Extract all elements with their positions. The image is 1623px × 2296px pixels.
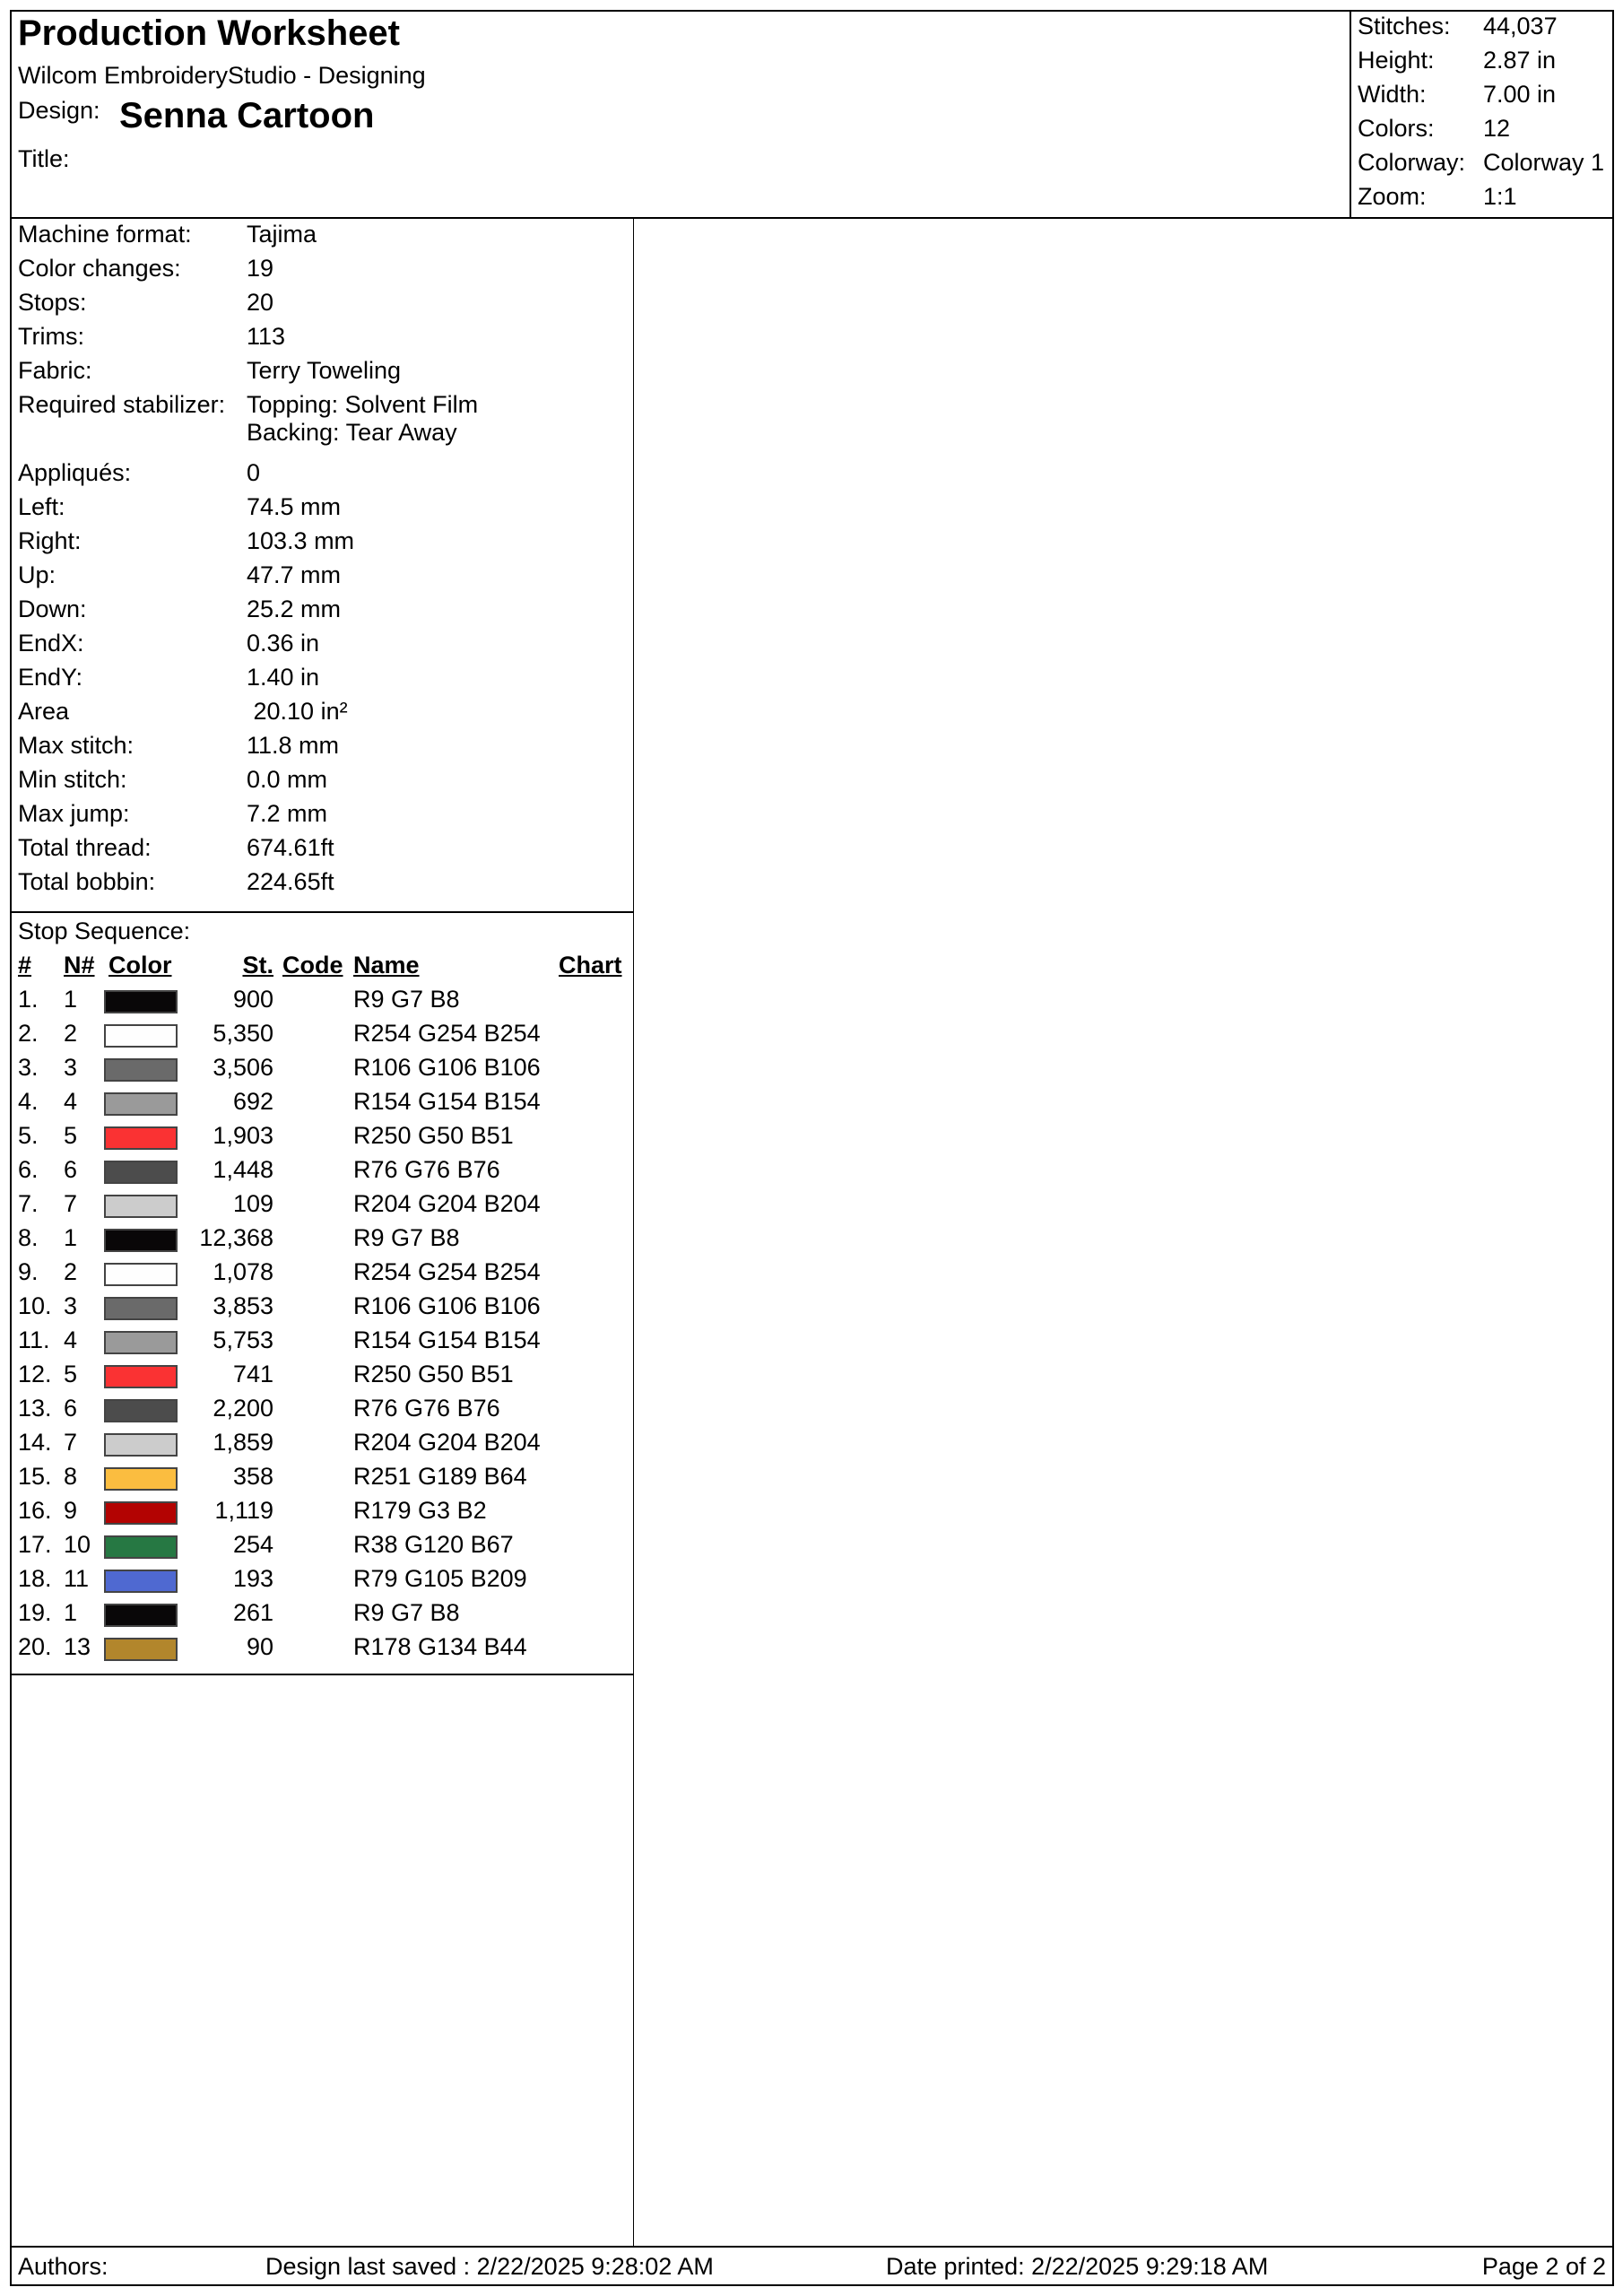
stop-needle: 1: [64, 986, 78, 1013]
stop-row: [12, 986, 633, 1020]
stat-label: Total thread:: [18, 834, 152, 861]
stop-row: [12, 1429, 633, 1463]
col-header-color: Color: [108, 952, 172, 978]
stat-label: Total bobbin:: [18, 868, 156, 895]
stop-stitches: 2,200: [213, 1395, 273, 1422]
stop-color-name: R154 G154 B154: [353, 1088, 541, 1115]
stop-index: 14.: [18, 1429, 52, 1456]
stop-index: 8.: [18, 1224, 39, 1251]
summary-label: Zoom:: [1358, 183, 1427, 210]
stat-value: Terry Toweling: [247, 357, 402, 384]
stop-index: 11.: [18, 1326, 50, 1353]
color-swatch: [104, 1501, 178, 1525]
summary-row-height: [1351, 47, 1614, 81]
footer-last-saved: Design last saved : 2/22/2025 9:28:02 AM: [265, 2253, 714, 2280]
stat-value: 0.0 mm: [247, 766, 328, 793]
stop-color-name: R76 G76 B76: [353, 1156, 500, 1183]
stop-needle: 4: [64, 1088, 78, 1115]
stop-stitches: 5,753: [213, 1326, 273, 1353]
color-swatch: [104, 1058, 178, 1082]
stop-index: 1.: [18, 986, 39, 1013]
stop-row: [12, 1292, 633, 1326]
stop-needle: 5: [64, 1361, 78, 1387]
stop-sequence: [12, 913, 633, 1675]
stop-color-name: R178 G134 B44: [353, 1633, 527, 1660]
color-swatch: [104, 1161, 178, 1184]
summary-row-stitches: [1351, 13, 1614, 47]
stop-row: [12, 1361, 633, 1395]
stat-label: Min stitch:: [18, 766, 127, 793]
stop-needle: 5: [64, 1122, 78, 1149]
stop-row: [12, 1565, 633, 1599]
color-swatch: [104, 1195, 178, 1218]
stop-index: 12.: [18, 1361, 52, 1387]
color-swatch: [104, 1229, 178, 1252]
stop-needle: 6: [64, 1156, 78, 1183]
stat-label: Appliqués:: [18, 459, 132, 486]
header-info: [18, 12, 1345, 217]
color-swatch: [104, 1092, 178, 1116]
stop-stitches: 3,853: [213, 1292, 273, 1319]
stat-value: 1.40 in: [247, 664, 320, 691]
stop-index: 15.: [18, 1463, 52, 1490]
stop-row: [12, 1599, 633, 1633]
stop-row: [12, 1190, 633, 1224]
summary-label: Stitches:: [1358, 13, 1451, 39]
stat-value: 0: [247, 459, 261, 486]
stop-row: [12, 1531, 633, 1565]
stop-stitches: 3,506: [213, 1054, 273, 1081]
details-column: [12, 217, 634, 2246]
color-swatch: [104, 1024, 178, 1048]
stat-label: Required stabilizer:: [18, 391, 226, 418]
stat-label: Color changes:: [18, 255, 181, 282]
stat-value: 674.61ft: [247, 834, 334, 861]
stat-label: Down:: [18, 596, 87, 622]
stat-value: Topping: Solvent Film: [247, 391, 479, 418]
summary-value: Colorway 1: [1483, 149, 1605, 176]
footer-page-number: Page 2 of 2: [1481, 2253, 1606, 2280]
stop-color-name: R204 G204 B204: [353, 1429, 541, 1456]
stat-label: Fabric:: [18, 357, 92, 384]
stop-stitches: 692: [232, 1088, 273, 1115]
stop-needle: 7: [64, 1190, 78, 1217]
stat-label: Trims:: [18, 323, 84, 350]
color-swatch: [104, 1604, 178, 1627]
stat-label: Left:: [18, 493, 65, 520]
stat-label: Up:: [18, 561, 56, 588]
stop-color-name: R9 G7 B8: [353, 1224, 460, 1251]
stop-needle: 3: [64, 1292, 78, 1319]
stop-needle: 3: [64, 1054, 78, 1081]
stop-row: [12, 1633, 633, 1667]
stop-needle: 11: [64, 1565, 90, 1592]
stop-stitches: 5,350: [213, 1020, 273, 1047]
stop-color-name: R38 G120 B67: [353, 1531, 514, 1558]
footer: [12, 2246, 1612, 2286]
stat-value: 11.8 mm: [247, 732, 340, 759]
stop-row: [12, 1463, 633, 1497]
stop-needle: 1: [64, 1224, 78, 1251]
color-swatch: [104, 1467, 178, 1491]
stop-index: 2.: [18, 1020, 39, 1047]
color-swatch: [104, 1570, 178, 1593]
stop-row: [12, 1326, 633, 1361]
stat-value: Tajima: [247, 221, 317, 248]
summary-row-width: [1351, 81, 1614, 115]
stop-needle: 7: [64, 1429, 78, 1456]
summary-row-colorway: [1351, 149, 1614, 183]
stop-index: 19.: [18, 1599, 52, 1626]
stat-label: Max jump:: [18, 800, 130, 827]
stop-stitches: 1,903: [213, 1122, 273, 1149]
stop-stitches: 90: [246, 1633, 273, 1660]
stop-index: 17.: [18, 1531, 52, 1558]
stop-index: 9.: [18, 1258, 39, 1285]
stat-label: Stops:: [18, 289, 87, 316]
stop-stitches: 193: [232, 1565, 273, 1592]
col-header-index: #: [18, 952, 32, 978]
stop-row: [12, 1156, 633, 1190]
summary-value: 1:1: [1483, 183, 1517, 210]
stop-color-name: R250 G50 B51: [353, 1361, 514, 1387]
summary-value: 2.87 in: [1483, 47, 1557, 74]
stop-index: 7.: [18, 1190, 39, 1217]
stop-color-name: R254 G254 B254: [353, 1258, 541, 1285]
stat-value-secondary: Backing: Tear Away: [247, 419, 457, 446]
stat-value: 103.3 mm: [247, 527, 355, 554]
stop-row: [12, 1122, 633, 1156]
worksheet-page: [10, 10, 1614, 2286]
stop-index: 16.: [18, 1497, 52, 1524]
stop-index: 20.: [18, 1633, 52, 1660]
color-swatch: [104, 990, 178, 1013]
stop-color-name: R154 G154 B154: [353, 1326, 541, 1353]
stop-color-name: R204 G204 B204: [353, 1190, 541, 1217]
stop-stitches: 1,448: [213, 1156, 273, 1183]
stop-index: 4.: [18, 1088, 39, 1115]
summary-row-colors: [1351, 115, 1614, 149]
summary-value: 12: [1483, 115, 1511, 142]
design-label: Design:: [18, 97, 100, 124]
stat-label: EndY:: [18, 664, 83, 691]
stop-row: [12, 1054, 633, 1088]
stat-value: 113: [247, 323, 286, 350]
col-header-code: Code: [282, 952, 343, 978]
stop-color-name: R76 G76 B76: [353, 1395, 500, 1422]
color-swatch: [104, 1331, 178, 1354]
stop-needle: 8: [64, 1463, 78, 1490]
stop-needle: 10: [64, 1531, 91, 1558]
stop-color-name: R251 G189 B64: [353, 1463, 527, 1490]
stop-index: 10.: [18, 1292, 52, 1319]
summary-value: 44,037: [1483, 13, 1558, 39]
stat-label: Right:: [18, 527, 82, 554]
stop-needle: 1: [64, 1599, 78, 1626]
color-swatch: [104, 1263, 178, 1286]
color-swatch: [104, 1535, 178, 1559]
stop-row: [12, 1088, 633, 1122]
col-header-name: Name: [353, 952, 420, 978]
summary-value: 7.00 in: [1483, 81, 1557, 108]
stop-color-name: R79 G105 B209: [353, 1565, 527, 1592]
stop-stitches: 1,119: [214, 1497, 273, 1524]
stop-index: 18.: [18, 1565, 52, 1592]
stop-color-name: R106 G106 B106: [353, 1054, 541, 1081]
col-header-chart: Chart: [559, 952, 622, 978]
stop-stitches: 900: [232, 986, 273, 1013]
stat-value: 224.65ft: [247, 868, 334, 895]
stat-value: 20: [247, 289, 274, 316]
stop-stitches: 741: [232, 1361, 273, 1387]
page-title: Production Worksheet: [18, 13, 400, 53]
stop-needle: 6: [64, 1395, 78, 1422]
stop-needle: 4: [64, 1326, 78, 1353]
stat-value: 25.2 mm: [247, 596, 342, 622]
summary-label: Width:: [1358, 81, 1427, 108]
stat-label: Machine format:: [18, 221, 192, 248]
summary-row-zoom: [1351, 183, 1614, 217]
stop-row: [12, 1020, 633, 1054]
stop-row: [12, 1395, 633, 1429]
design-name: Senna Cartoon: [119, 96, 375, 135]
color-swatch: [104, 1433, 178, 1457]
stop-stitches: 12,368: [199, 1224, 273, 1251]
stop-color-name: R9 G7 B8: [353, 986, 460, 1013]
stop-needle: 2: [64, 1258, 78, 1285]
stop-color-name: R9 G7 B8: [353, 1599, 460, 1626]
summary-label: Colors:: [1358, 115, 1435, 142]
stat-label: EndX:: [18, 630, 84, 657]
summary-label: Height:: [1358, 47, 1435, 74]
stat-value: 19: [247, 255, 274, 282]
stop-color-name: R106 G106 B106: [353, 1292, 541, 1319]
footer-authors: Authors:: [18, 2253, 108, 2280]
stop-stitches: 1,859: [213, 1429, 273, 1456]
stop-index: 5.: [18, 1122, 39, 1149]
stop-row: [12, 1224, 633, 1258]
stop-sequence-title: Stop Sequence:: [18, 918, 191, 944]
summary-label: Colorway:: [1358, 149, 1466, 176]
color-swatch: [104, 1399, 178, 1422]
stop-row: [12, 1497, 633, 1531]
color-swatch: [104, 1365, 178, 1388]
design-summary: [1350, 12, 1614, 217]
stop-color-name: R254 G254 B254: [353, 1020, 541, 1047]
color-swatch: [104, 1297, 178, 1320]
color-swatch: [104, 1126, 178, 1150]
stop-stitches: 1,078: [213, 1258, 273, 1285]
col-header-needle: N#: [64, 952, 95, 978]
col-header-stitches: St.: [242, 952, 273, 978]
stop-row: [12, 1258, 633, 1292]
stop-stitches: 358: [232, 1463, 273, 1490]
header: [12, 12, 1612, 219]
stop-needle: 2: [64, 1020, 78, 1047]
stop-stitches: 109: [232, 1190, 273, 1217]
stop-stitches: 261: [232, 1599, 273, 1626]
stop-color-name: R179 G3 B2: [353, 1497, 487, 1524]
stat-label: Max stitch:: [18, 732, 135, 759]
stop-index: 6.: [18, 1156, 39, 1183]
stop-needle: 9: [64, 1497, 78, 1524]
title-label: Title:: [18, 145, 70, 172]
stop-needle: 13: [64, 1633, 91, 1660]
machine-stats: [12, 217, 633, 913]
stop-color-name: R250 G50 B51: [353, 1122, 514, 1149]
stop-index: 13.: [18, 1395, 52, 1422]
stat-value: 47.7 mm: [247, 561, 342, 588]
stat-value: 20.10 in²: [247, 698, 348, 725]
footer-date-printed: Date printed: 2/22/2025 9:29:18 AM: [886, 2253, 1269, 2280]
stop-stitches: 254: [232, 1531, 273, 1558]
color-swatch: [104, 1638, 178, 1661]
stat-label: Area: [18, 698, 70, 725]
app-name: Wilcom EmbroideryStudio - Designing: [18, 62, 426, 89]
stat-value: 74.5 mm: [247, 493, 342, 520]
stat-value: 7.2 mm: [247, 800, 328, 827]
stat-value: 0.36 in: [247, 630, 320, 657]
stop-index: 3.: [18, 1054, 39, 1081]
